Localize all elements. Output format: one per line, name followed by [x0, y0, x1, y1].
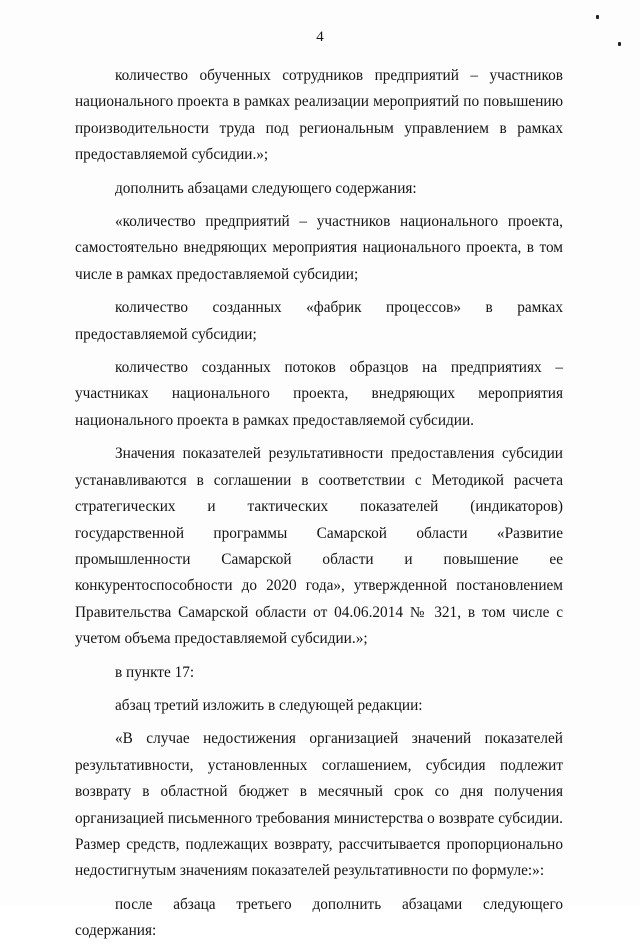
- scan-speck-mark: [596, 15, 599, 19]
- paragraph: «количество предприятий – участников национального проекта, самостоятельно внедряющих мероприятия национального проекта, в том числе в рамках предоставляемой субсидии;: [75, 213, 563, 283]
- page-number: 4: [316, 29, 324, 45]
- paragraph: в пункте 17:: [115, 663, 195, 681]
- paragraph: Значения показателей результативности предоставления субсидии устанавливаются в соглашении в соответствии с Методикой расчета стратегических и тактических показателей (индикаторов) государственной программы Самарской области «Развитие промышленности Самарской области и повышение ее конкурентоспособности до 2020 года», утвержденной постановлением Правительства Самарской области от 04.06.2014 № 321, в том числе с учетом объема предоставляемой субсидии.»;: [75, 445, 563, 648]
- paragraph: абзац третий изложить в следующей редакции:: [115, 696, 423, 714]
- paragraph: «В случае недостижения организацией значений показателей результативности, установленных соглашением, субсидия подлежит возврату в областной бюджет в месячный срок со дня получения организацией письменного требования министерства о возврате субсидии. Размер средств, подлежащих возврату, рассчитывается пропорционально недостигнутым значениям показателей результативности по формуле:»:: [75, 730, 563, 880]
- document-body: [75, 63, 563, 952]
- paragraph: количество созданных «фабрик процессов» в рамках предоставляемой субсидии;: [75, 299, 563, 343]
- paragraph: количество созданных потоков образцов на предприятиях – участниках национального проекта, внедряющих мероприятия национального проекта в рамках предоставляемой субсидии.: [75, 359, 563, 429]
- paragraph: количество обученных сотрудников предприятий – участников национального проекта в рамках реализации мероприятий по повышению производительности труда под региональным управлением в рамках предоставляемой субсидии.»;: [75, 67, 563, 164]
- paragraph: после абзаца третьего дополнить абзацами следующего содержания:: [75, 895, 563, 940]
- paragraph: дополнить абзацами следующего содержания:: [115, 179, 417, 197]
- scan-speck-mark: [618, 42, 621, 46]
